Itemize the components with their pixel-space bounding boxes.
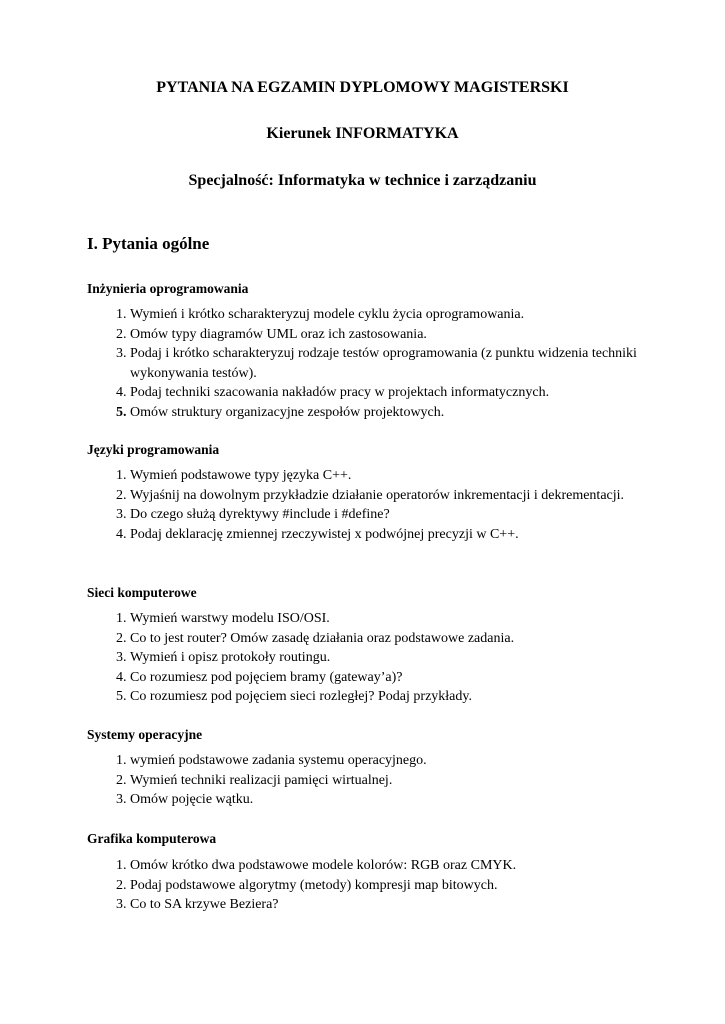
- question-item: 1. Wymień warstwy modelu ISO/OSI.: [130, 609, 650, 629]
- field-of-study: Kierunek INFORMATYKA: [266, 125, 459, 142]
- question-list-operating-systems: [108, 751, 650, 810]
- question-item: 4. Co rozumiesz pod pojęciem bramy (gateway’a)?: [130, 668, 650, 688]
- question-item: 5. Co rozumiesz pod pojęciem sieci rozległej? Podaj przykłady.: [130, 687, 650, 707]
- question-item: 3. Podaj i krótko scharakteryzuj rodzaje testów oprogramowania (z punktu widzenia techniki wykonywania testów).: [130, 344, 650, 383]
- question-item: 4. Podaj deklarację zmiennej rzeczywistej x podwójnej precyzji w C++.: [130, 525, 650, 545]
- question-item: 3. Omów pojęcie wątku.: [130, 790, 650, 810]
- question-item: 2. Omów typy diagramów UML oraz ich zastosowania.: [130, 325, 650, 345]
- specialization: Specjalność: Informatyka w technice i zarządzaniu: [188, 172, 537, 189]
- question-item: 3. Do czego służą dyrektywy #include i #define?: [130, 505, 650, 525]
- question-item: 2. Wyjaśnij na dowolnym przykładzie działanie operatorów inkrementacji i dekrementacji.: [130, 486, 650, 506]
- subject-heading-programming-languages: Języki programowania: [87, 442, 220, 457]
- question-item: 1. Omów krótko dwa podstawowe modele kolorów: RGB oraz CMYK.: [130, 856, 650, 876]
- question-item: 4. Podaj techniki szacowania nakładów pracy w projektach informatycznych.: [130, 383, 650, 403]
- question-list-computer-graphics: [108, 856, 650, 915]
- subject-heading-computer-networks: Sieci komputerowe: [87, 585, 197, 600]
- question-item: 1. Wymień i krótko scharakteryzuj modele cyklu życia oprogramowania.: [130, 305, 650, 325]
- subject-heading-operating-systems: Systemy operacyjne: [87, 727, 203, 742]
- subject-heading-computer-graphics: Grafika komputerowa: [87, 831, 217, 846]
- document-title: PYTANIA NA EGZAMIN DYPLOMOWY MAGISTERSKI: [156, 79, 569, 96]
- question-item: 2. Wymień techniki realizacji pamięci wirtualnej.: [130, 771, 650, 791]
- question-list-software-engineering: [108, 305, 650, 422]
- question-item: 2. Co to jest router? Omów zasadę działania oraz podstawowe zadania.: [130, 629, 650, 649]
- question-item: 2. Podaj podstawowe algorytmy (metody) kompresji map bitowych.: [130, 876, 650, 896]
- subject-heading-software-engineering: Inżynieria oprogramowania: [87, 281, 249, 296]
- question-item: 3. Co to SA krzywe Beziera?: [130, 895, 650, 915]
- question-list-programming-languages: [108, 466, 650, 544]
- question-item: 1. Wymień podstawowe typy języka C++.: [130, 466, 650, 486]
- section-title: I. Pytania ogólne: [87, 234, 210, 253]
- question-item: 3. Wymień i opisz protokoły routingu.: [130, 648, 650, 668]
- question-item: 5. Omów struktury organizacyjne zespołów projektowych.: [130, 403, 650, 423]
- question-list-computer-networks: [108, 609, 650, 707]
- question-item: 1. wymień podstawowe zadania systemu operacyjnego.: [130, 751, 650, 771]
